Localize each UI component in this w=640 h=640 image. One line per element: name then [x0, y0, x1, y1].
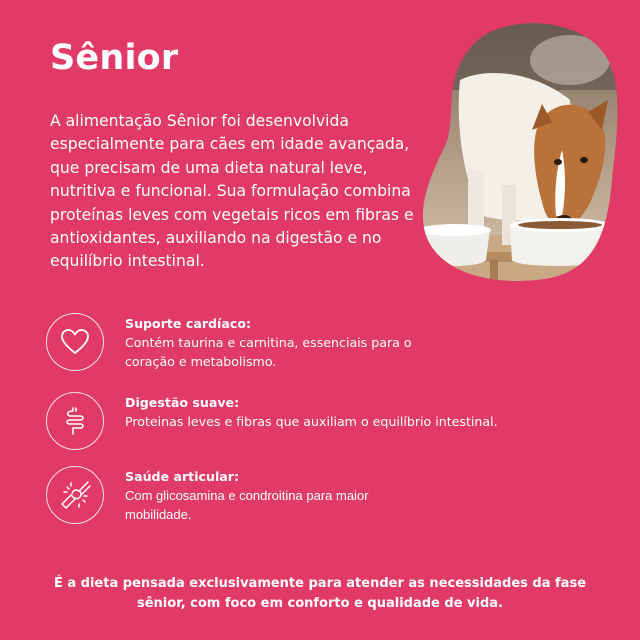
benefit-description: Contém taurina e carnitina, essenciais para o coração e metabolismo.: [125, 335, 412, 369]
benefit-item: [46, 466, 566, 534]
intro-paragraph: A alimentação Sênior foi desenvolvida especialmente para cães em idade avançada, que precisam de uma dieta natural leve, nutritiva e funcional. Sua formulação combina proteínas leves com vegetais ricos em fibras e antioxidantes, auxiliando na digestão e no equilíbrio intestinal.: [50, 112, 414, 271]
footer-note: É a dieta pensada exclusivamente para atender as necessidades da fase sênior, com foco em conforto e qualidade de vida.: [53, 576, 587, 611]
heart-icon: [46, 313, 104, 371]
joint-icon: [46, 466, 104, 524]
benefit-title: Suporte cardíaco:: [125, 316, 252, 331]
benefit-description: Proteinas leves e fibras que auxiliam o equilíbrio intestinal.: [125, 414, 498, 429]
intestine-icon: [46, 392, 104, 450]
dog-eating-photo: [420, 20, 620, 282]
benefit-title: Saúde articular:: [125, 469, 240, 484]
benefit-title: Digestão suave:: [125, 395, 240, 410]
page-title: Sênior: [50, 38, 179, 78]
benefit-item: [46, 392, 566, 460]
benefit-description: Com glicosamina e condroitina para maior mobilidade.: [125, 488, 369, 522]
benefit-item: [46, 313, 566, 381]
